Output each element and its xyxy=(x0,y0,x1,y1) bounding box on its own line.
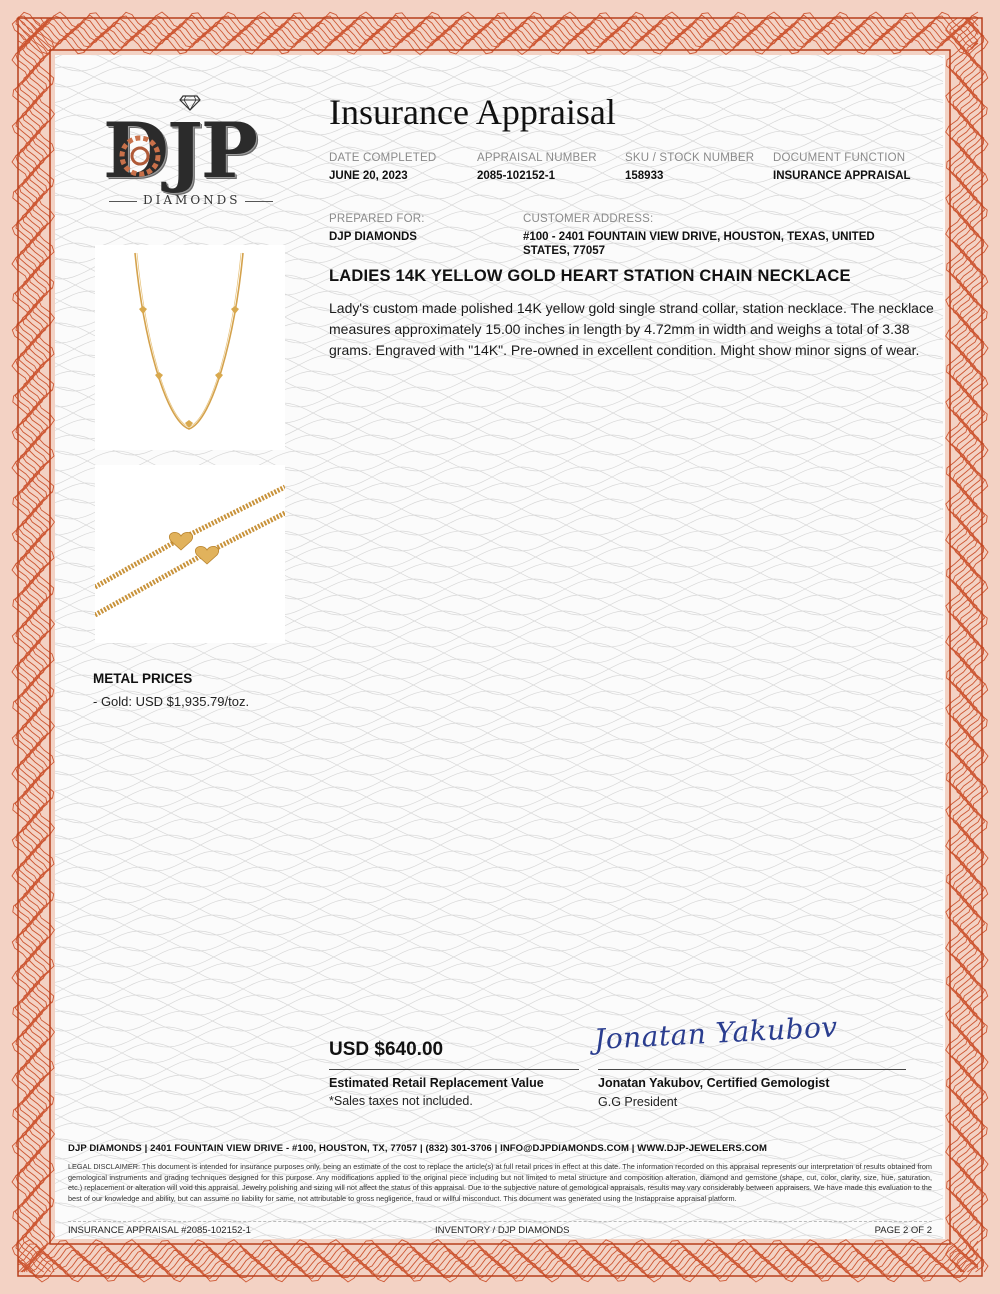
field-customer-address xyxy=(523,213,903,258)
tax-note: *Sales taxes not included. xyxy=(329,1094,473,1108)
footer-inventory: INVENTORY / DJP DIAMONDS xyxy=(435,1225,570,1236)
field-label: DOCUMENT FUNCTION xyxy=(773,152,906,164)
value-underline xyxy=(329,1069,579,1070)
field-label: DATE COMPLETED xyxy=(329,152,437,164)
logo-letters: DJP xyxy=(103,106,257,195)
necklace-photo-closeup xyxy=(95,465,285,643)
certificate-page xyxy=(55,55,945,1239)
field-label: PREPARED FOR: xyxy=(329,213,425,225)
page-title: Insurance Appraisal xyxy=(329,92,616,132)
legal-disclaimer: LEGAL DISCLAIMER: This document is intended for insurance purposes only, being an estimate of the cost to replace the article(s) at full retail prices in effect at this date. The information recorded on this appraisal represents our interpretation of results obtained from gemological instruments and grading techniques designed for this purpose. Any modifications applied to the original piece including but not limited to metal structure and composition alteration, diamond and gemstone (shape, cut, color, clarity, size, hue, saturation, etc.) replacement or alteration will void this appraisal. Jewelry polishing and sizing will not affect the status of this appraisal. Due to the subjective nature of gemological appraisals, results may vary considerably between appraisers. We have made this evaluation to the best of our knowledge and ability, but can assume no liability for same, not attributable to gross negligence, fraud or willful misconduct. This document was generated using the Instappraise appraisal platform. xyxy=(68,1162,932,1203)
field-value: #100 - 2401 FOUNTAIN VIEW DRIVE, HOUSTON, TEXAS, UNITED STATES, 77057 xyxy=(523,231,875,257)
value-label: Estimated Retail Replacement Value xyxy=(329,1076,544,1090)
field-value: JUNE 20, 2023 xyxy=(329,170,408,182)
field-label: SKU / STOCK NUMBER xyxy=(625,152,755,164)
metal-price-gold: - Gold: USD $1,935.79/toz. xyxy=(93,694,250,709)
field-value: 2085-102152-1 xyxy=(477,170,556,182)
logo-line-left xyxy=(109,201,137,202)
field-label: CUSTOMER ADDRESS: xyxy=(523,213,654,225)
metal-prices-title: METAL PRICES xyxy=(93,671,193,686)
footer-company-info: DJP DIAMONDS | 2401 FOUNTAIN VIEW DRIVE - #100, HOUSTON, TX, 77057 | (832) 301-3706 | INFO@DJPDIAMONDS.COM | WWW.DJP-JEWELERS.COM xyxy=(68,1143,767,1154)
field-value: 158933 xyxy=(625,170,664,182)
gear-icon xyxy=(113,129,167,183)
field-appraisal-number xyxy=(477,152,597,183)
djp-logo xyxy=(95,95,285,215)
gemologist-title: G.G President xyxy=(598,1095,678,1109)
field-label: APPRAISAL NUMBER xyxy=(477,152,597,164)
necklace-image xyxy=(95,245,285,450)
signature-script: Jonatan Yakubov xyxy=(593,1010,839,1056)
logo-line-right xyxy=(245,201,273,202)
field-value: DJP DIAMONDS xyxy=(329,231,417,243)
necklace-photo-full xyxy=(95,245,285,450)
field-value: INSURANCE APPRAISAL xyxy=(773,170,911,182)
field-document-function xyxy=(773,152,911,183)
footer-appraisal-ref: INSURANCE APPRAISAL #2085-102152-1 xyxy=(68,1225,251,1236)
logo-subtitle: DIAMONDS xyxy=(143,193,241,207)
field-date-completed xyxy=(329,152,436,183)
item-title: LADIES 14K YELLOW GOLD HEART STATION CHAIN NECKLACE xyxy=(329,267,851,285)
gemologist-name: Jonatan Yakubov, Certified Gemologist xyxy=(598,1076,830,1090)
signature-underline xyxy=(598,1069,906,1070)
footer-divider xyxy=(68,1221,932,1222)
field-prepared-for xyxy=(329,213,425,244)
necklace-closeup-image xyxy=(95,465,285,643)
footer-page-number: PAGE 2 OF 2 xyxy=(874,1225,932,1236)
item-description: Lady's custom made polished 14K yellow gold single strand collar, station necklace. The necklace measures approximately 15.00 inches in length by 4.72mm in width and weighs a total of 3.38 grams. Engraved with "14K". Pre-owned in excellent condition. Might show minor signs of wear. xyxy=(329,300,934,358)
field-sku xyxy=(625,152,754,183)
appraised-value: USD $640.00 xyxy=(329,1039,444,1060)
